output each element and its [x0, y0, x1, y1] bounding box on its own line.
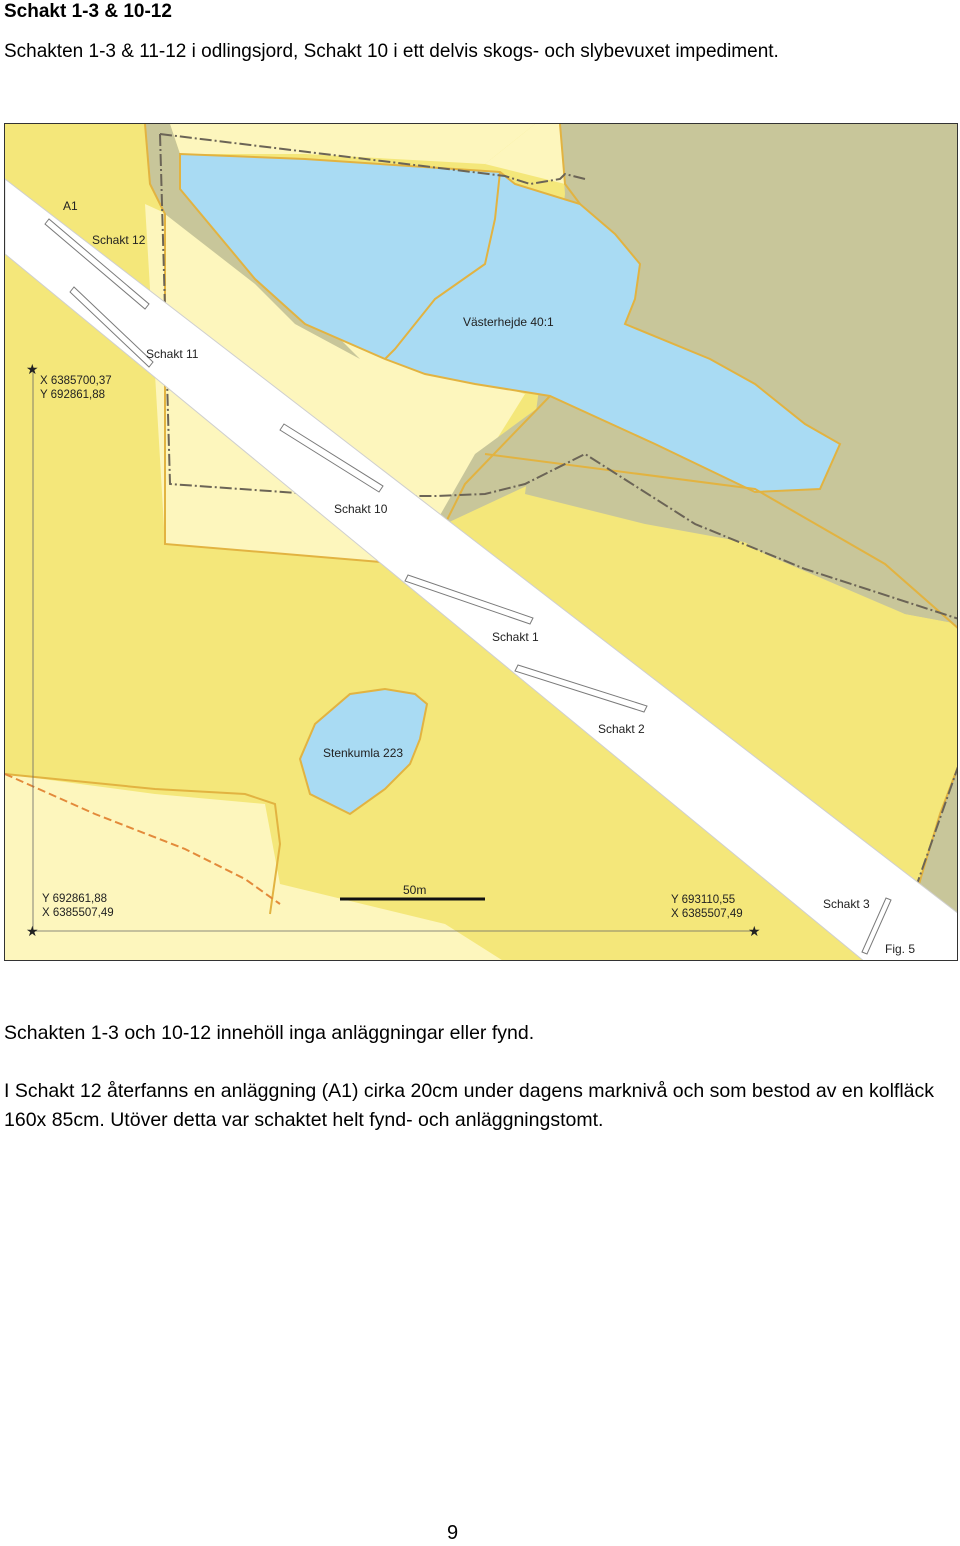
coord-sw-x: X 6385507,49 [42, 907, 114, 919]
star-marker-icon: ★ [26, 361, 39, 377]
coord-se-y: Y 693110,55 [671, 894, 736, 906]
coord-sw-y: Y 692861,88 [42, 893, 108, 905]
page-number: 9 [447, 1522, 459, 1544]
label-schakt10: Schakt 10 [334, 502, 388, 516]
label-scale: 50m [403, 883, 427, 897]
label-schakt12: Schakt 12 [92, 233, 146, 247]
figure-label: Fig. 5 [885, 942, 916, 956]
section-heading: Schakt 1-3 & 10-12 [4, 1, 172, 22]
paragraph-no-finds: Schakten 1-3 och 10-12 innehöll inga anläggningar eller fynd. [4, 1022, 535, 1044]
star-marker-icon: ★ [748, 923, 761, 939]
label-schakt2: Schakt 2 [598, 722, 645, 736]
site-map-figure [4, 123, 958, 961]
star-marker-icon: ★ [26, 923, 39, 939]
coord-nw-y: Y 692861,88 [40, 389, 106, 401]
label-schakt11: Schakt 11 [146, 347, 199, 361]
label-a1: A1 [63, 199, 78, 213]
coord-se-x: X 6385507,49 [671, 908, 743, 920]
label-stenkumla: Stenkumla 223 [323, 746, 404, 760]
label-schakt1: Schakt 1 [492, 630, 539, 644]
label-vasterhejde: Västerhejde 40:1 [463, 315, 554, 329]
coord-nw-x: X 6385700,37 [40, 375, 112, 387]
site-map [5, 124, 958, 961]
paragraph-schakt12: I Schakt 12 återfanns en anläggning (A1) cirka 20cm under dagens marknivå och som bestod av en kolfläck 160x 85cm. Utöver detta var schaktet helt fynd- och anläggningstomt. [4, 1080, 935, 1131]
section-subtitle: Schakten 1-3 & 11-12 i odlingsjord, Schakt 10 i ett delvis skogs- och slybevuxet impediment. [4, 41, 779, 62]
label-schakt3: Schakt 3 [823, 897, 870, 911]
